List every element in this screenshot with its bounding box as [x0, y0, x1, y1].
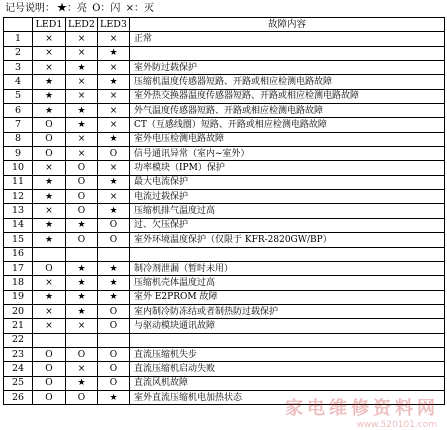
row-led1-state: × [33, 319, 66, 333]
row-number: 20 [4, 304, 33, 318]
row-number: 6 [4, 104, 33, 118]
row-led1-state: ★ [33, 104, 66, 118]
row-led2-state: O [66, 390, 98, 404]
row-led2-state: × [66, 46, 98, 60]
row-fault-description: 与驱动模块通讯故障 [130, 319, 445, 333]
row-number: 21 [4, 319, 33, 333]
table-row [4, 147, 445, 161]
row-fault-description: 过、欠压保护 [130, 218, 445, 232]
table-row [4, 132, 445, 146]
legend-on: ★：亮 [57, 3, 87, 14]
header-fault-content: 故障内容 [130, 18, 445, 32]
row-fault-description: 外气温度传感器短路、开路或相应检测电路故障 [130, 104, 445, 118]
row-led1-state: O [33, 376, 66, 390]
row-led1-state: O [33, 132, 66, 146]
row-number: 25 [4, 376, 33, 390]
watermark-text: 家电维修资料网 [285, 398, 439, 419]
row-led2-state: × [66, 132, 98, 146]
row-led3-state: ★ [98, 46, 130, 60]
row-led1-state [33, 247, 66, 261]
row-led3-state: × [98, 61, 130, 75]
table-row [4, 304, 445, 318]
row-led2-state: × [66, 147, 98, 161]
table-row [4, 376, 445, 390]
table-row [4, 247, 445, 261]
row-led2-state: ★ [66, 118, 98, 132]
row-led2-state: ★ [66, 61, 98, 75]
row-led1-state: ★ [33, 290, 66, 304]
row-led3-state: ★ [98, 261, 130, 275]
row-number: 18 [4, 276, 33, 290]
header-number [4, 18, 33, 32]
row-led3-state: × [98, 89, 130, 103]
table-row [4, 347, 445, 361]
row-led3-state: O [98, 147, 130, 161]
row-led2-state: ★ [66, 261, 98, 275]
row-led3-state: O [98, 376, 130, 390]
row-led3-state: ★ [98, 390, 130, 404]
row-fault-description: 室外环境温度保护（仅限于 KFR-2820GW/BP） [130, 233, 445, 247]
row-number: 15 [4, 233, 33, 247]
row-fault-description: 直流压缩机启动失败 [130, 362, 445, 376]
row-led1-state: × [33, 304, 66, 318]
legend [5, 1, 156, 16]
row-number: 17 [4, 261, 33, 275]
row-led1-state [33, 333, 66, 347]
row-led3-state: ★ [98, 75, 130, 89]
row-number: 14 [4, 218, 33, 232]
table-row [4, 362, 445, 376]
row-led2-state: × [66, 319, 98, 333]
row-led1-state: ★ [33, 190, 66, 204]
row-led3-state: O [98, 362, 130, 376]
table-row [4, 175, 445, 189]
row-fault-description: 最大电流保护 [130, 175, 445, 189]
row-fault-description: 压缩机温度传感器短路、开路或相应检测电路故障 [130, 75, 445, 89]
row-fault-description: 压缩机壳体温度过高 [130, 276, 445, 290]
table-row [4, 390, 445, 404]
row-led1-state: × [33, 32, 66, 46]
row-led3-state: ★ [98, 290, 130, 304]
row-led1-state: × [33, 276, 66, 290]
row-led2-state: × [66, 362, 98, 376]
row-led3-state: ★ [98, 132, 130, 146]
watermark-url: www.520101.com [356, 420, 437, 430]
row-number: 23 [4, 347, 33, 361]
row-number: 19 [4, 290, 33, 304]
fault-code-table [3, 17, 445, 405]
row-led1-state: O [33, 147, 66, 161]
row-led3-state: O [98, 347, 130, 361]
row-led2-state: ★ [66, 304, 98, 318]
legend-flash: O：闪 [92, 3, 121, 14]
row-led3-state: × [98, 161, 130, 175]
header-led1: LED1 [33, 18, 66, 32]
table-row [4, 276, 445, 290]
table-row [4, 32, 445, 46]
row-fault-description: CT（互感线圈）短路、开路或相应检测电路故障 [130, 118, 445, 132]
row-fault-description: 制冷剂泄漏（暂时未用） [130, 261, 445, 275]
header-led2: LED2 [66, 18, 98, 32]
row-led3-state: × [98, 32, 130, 46]
row-fault-description [130, 247, 445, 261]
row-fault-description [130, 333, 445, 347]
row-led3-state: O [98, 218, 130, 232]
row-led2-state: ★ [66, 218, 98, 232]
table-row [4, 261, 445, 275]
row-number: 13 [4, 204, 33, 218]
table-row [4, 218, 445, 232]
row-fault-description: 直流压缩机失步 [130, 347, 445, 361]
row-led2-state: O [66, 161, 98, 175]
row-led1-state: × [33, 204, 66, 218]
row-led2-state: O [66, 233, 98, 247]
row-led3-state: O [98, 319, 130, 333]
row-led1-state: O [33, 362, 66, 376]
row-led2-state: × [66, 89, 98, 103]
table-row [4, 333, 445, 347]
row-number: 9 [4, 147, 33, 161]
row-led3-state: × [98, 118, 130, 132]
row-led1-state: ★ [33, 89, 66, 103]
row-number: 5 [4, 89, 33, 103]
row-number: 4 [4, 75, 33, 89]
row-led2-state [66, 333, 98, 347]
row-led1-state: × [33, 46, 66, 60]
row-led3-state: ★ [98, 175, 130, 189]
row-led1-state: O [33, 118, 66, 132]
row-led2-state: O [66, 190, 98, 204]
row-fault-description: 功率模块（IPM）保护 [130, 161, 445, 175]
row-number: 16 [4, 247, 33, 261]
row-led1-state: O [33, 390, 66, 404]
row-led3-state: ★ [98, 276, 130, 290]
row-led2-state: × [66, 32, 98, 46]
row-led2-state: ★ [66, 276, 98, 290]
row-fault-description: 室外热交换器温度传感器短路、开路或相应检测电路故障 [130, 89, 445, 103]
row-led2-state [66, 247, 98, 261]
row-fault-description: 室外 E2PROM 故障 [130, 290, 445, 304]
row-fault-description: 室外防过载保护 [130, 61, 445, 75]
row-fault-description [130, 46, 445, 60]
row-led2-state: ★ [66, 104, 98, 118]
row-led3-state: ★ [98, 204, 130, 218]
table-row [4, 104, 445, 118]
row-number: 12 [4, 190, 33, 204]
row-led2-state: O [66, 175, 98, 189]
row-led3-state: × [98, 104, 130, 118]
legend-prefix: 记号说明： [5, 3, 55, 14]
row-fault-description: 室外电压检测电路故障 [130, 132, 445, 146]
row-number: 7 [4, 118, 33, 132]
row-led3-state: × [98, 190, 130, 204]
row-led3-state: O [98, 233, 130, 247]
row-led2-state: × [66, 75, 98, 89]
row-number: 10 [4, 161, 33, 175]
table-header-row [4, 18, 445, 32]
row-led1-state: × [33, 61, 66, 75]
row-led2-state: O [66, 204, 98, 218]
table-row [4, 75, 445, 89]
row-number: 22 [4, 333, 33, 347]
row-led2-state: ★ [66, 376, 98, 390]
table-row [4, 89, 445, 103]
table-row [4, 319, 445, 333]
row-led1-state: O [33, 347, 66, 361]
row-number: 24 [4, 362, 33, 376]
row-number: 8 [4, 132, 33, 146]
row-number: 26 [4, 390, 33, 404]
table-row [4, 204, 445, 218]
row-led1-state: × [33, 161, 66, 175]
row-led2-state: O [66, 347, 98, 361]
table-row [4, 161, 445, 175]
table-row [4, 46, 445, 60]
row-led1-state: ★ [33, 175, 66, 189]
row-fault-description: 室外直流压缩机电加热状态 [130, 390, 445, 404]
row-fault-description: 直流风机故障 [130, 376, 445, 390]
row-led3-state [98, 333, 130, 347]
row-led1-state: ★ [33, 233, 66, 247]
row-fault-description: 正常 [130, 32, 445, 46]
row-fault-description: 室内制冷防冻结或者制热防过载保护 [130, 304, 445, 318]
table-row [4, 190, 445, 204]
table-row [4, 290, 445, 304]
row-fault-description: 电流过载保护 [130, 190, 445, 204]
row-number: 3 [4, 61, 33, 75]
table-row [4, 61, 445, 75]
row-number: 2 [4, 46, 33, 60]
row-number: 1 [4, 32, 33, 46]
header-led3: LED3 [98, 18, 130, 32]
row-led1-state: ★ [33, 75, 66, 89]
row-led3-state [98, 247, 130, 261]
table-row [4, 118, 445, 132]
table-row [4, 233, 445, 247]
legend-off: ×：灭 [125, 3, 154, 14]
row-led1-state: ★ [33, 218, 66, 232]
row-fault-description: 信号通讯异常（室内~室外） [130, 147, 445, 161]
row-number: 11 [4, 175, 33, 189]
row-led1-state: O [33, 261, 66, 275]
row-fault-description: 压缩机排气温度过高 [130, 204, 445, 218]
row-led2-state: ★ [66, 290, 98, 304]
row-led3-state: O [98, 304, 130, 318]
